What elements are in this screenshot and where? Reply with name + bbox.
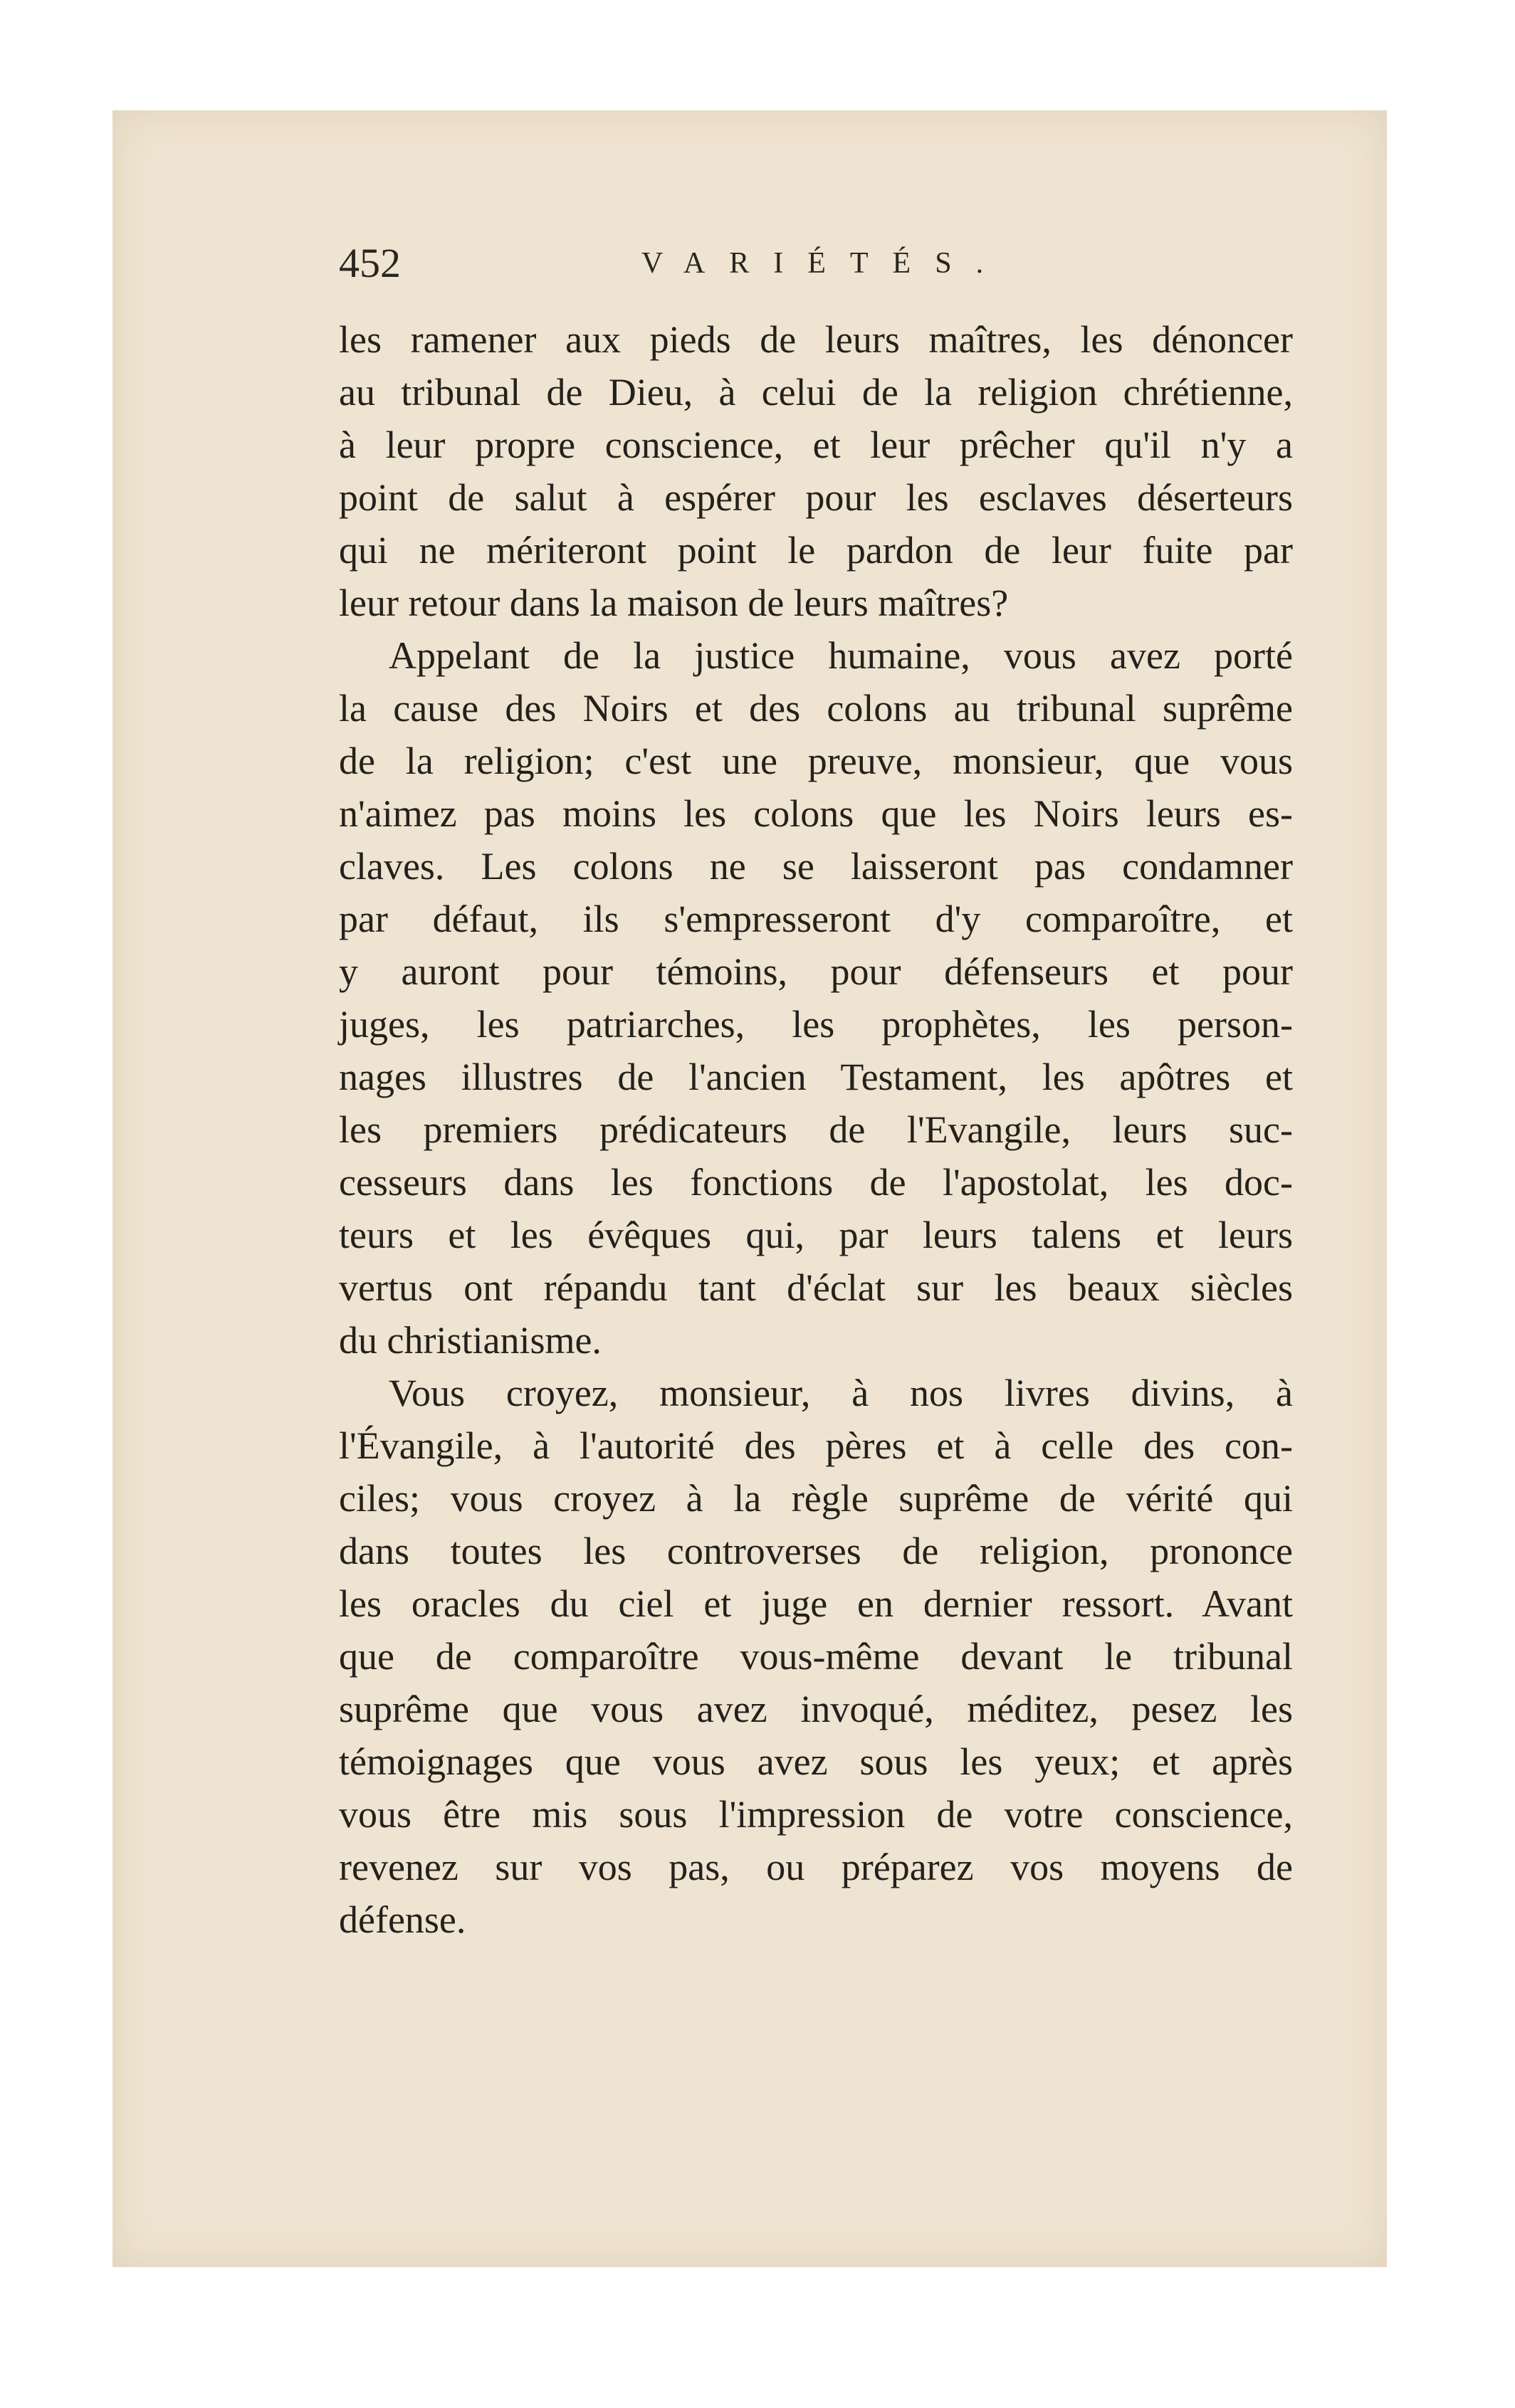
text-line: revenez sur vos pas, ou préparez vos moyens de bbox=[339, 1846, 1293, 1888]
text-line: la cause des Noirs et des colons au tribunal suprême bbox=[339, 687, 1293, 730]
paragraph-3 bbox=[339, 1367, 1293, 1946]
text-line: claves. Les colons ne se laisseront pas condamner bbox=[339, 845, 1293, 888]
running-head: VARIÉTÉS. bbox=[641, 247, 1008, 280]
text-line: point de salut à espérer pour les esclaves déserteurs bbox=[339, 476, 1293, 519]
text-line: de la religion; c'est une preuve, monsieur, que vous bbox=[339, 740, 1293, 782]
paragraph-2 bbox=[339, 629, 1293, 1367]
text-line: dans toutes les controverses de religion, prononce bbox=[339, 1530, 1293, 1572]
text-line: les ramener aux pieds de leurs maîtres, les dénoncer bbox=[339, 318, 1293, 361]
text-line: vertus ont répandu tant d'éclat sur les beaux siècles bbox=[339, 1266, 1293, 1309]
text-line: teurs et les évêques qui, par leurs talens et leurs bbox=[339, 1214, 1293, 1256]
text-line: suprême que vous avez invoqué, méditez, pesez les bbox=[339, 1688, 1293, 1730]
text-line: l'Évangile, à l'autorité des pères et à celle des con- bbox=[339, 1424, 1293, 1467]
page-number: 452 bbox=[339, 240, 401, 286]
text-line: au tribunal de Dieu, à celui de la religion chrétienne, bbox=[339, 371, 1293, 414]
body-text bbox=[339, 313, 1293, 1946]
text-line: nages illustres de l'ancien Testament, les apôtres et bbox=[339, 1056, 1293, 1098]
text-line: Appelant de la justice humaine, vous avez porté bbox=[389, 634, 1293, 677]
text-line: n'aimez pas moins les colons que les Noirs leurs es- bbox=[339, 792, 1293, 835]
text-line: qui ne mériteront point le pardon de leur fuite par bbox=[339, 529, 1293, 572]
text-line: leur retour dans la maison de leurs maîtres? bbox=[339, 582, 1009, 624]
text-line: y auront pour témoins, pour défenseurs et pour bbox=[339, 950, 1293, 993]
paragraph-1 bbox=[339, 313, 1293, 629]
text-line: que de comparoître vous-même devant le tribunal bbox=[339, 1635, 1293, 1678]
text-line: les oracles du ciel et juge en dernier ressort. Avant bbox=[339, 1582, 1293, 1625]
text-line: cesseurs dans les fonctions de l'apostolat, les doc- bbox=[339, 1161, 1293, 1204]
text-line: les premiers prédicateurs de l'Evangile, leurs suc- bbox=[339, 1108, 1293, 1151]
text-line: défense. bbox=[339, 1898, 466, 1941]
page-header bbox=[339, 235, 1307, 292]
text-line: juges, les patriarches, les prophètes, les person- bbox=[339, 1003, 1293, 1046]
text-line: par défaut, ils s'empresseront d'y comparoître, et bbox=[339, 898, 1293, 940]
text-line: Vous croyez, monsieur, à nos livres divins, à bbox=[389, 1372, 1293, 1414]
text-line: à leur propre conscience, et leur prêcher qu'il n'y a bbox=[339, 424, 1293, 466]
text-line: ciles; vous croyez à la règle suprême de vérité qui bbox=[339, 1477, 1293, 1520]
text-line: témoignages que vous avez sous les yeux; et après bbox=[339, 1740, 1293, 1783]
text-line: vous être mis sous l'impression de votre conscience, bbox=[339, 1793, 1293, 1836]
text-line: du christianisme. bbox=[339, 1319, 602, 1362]
